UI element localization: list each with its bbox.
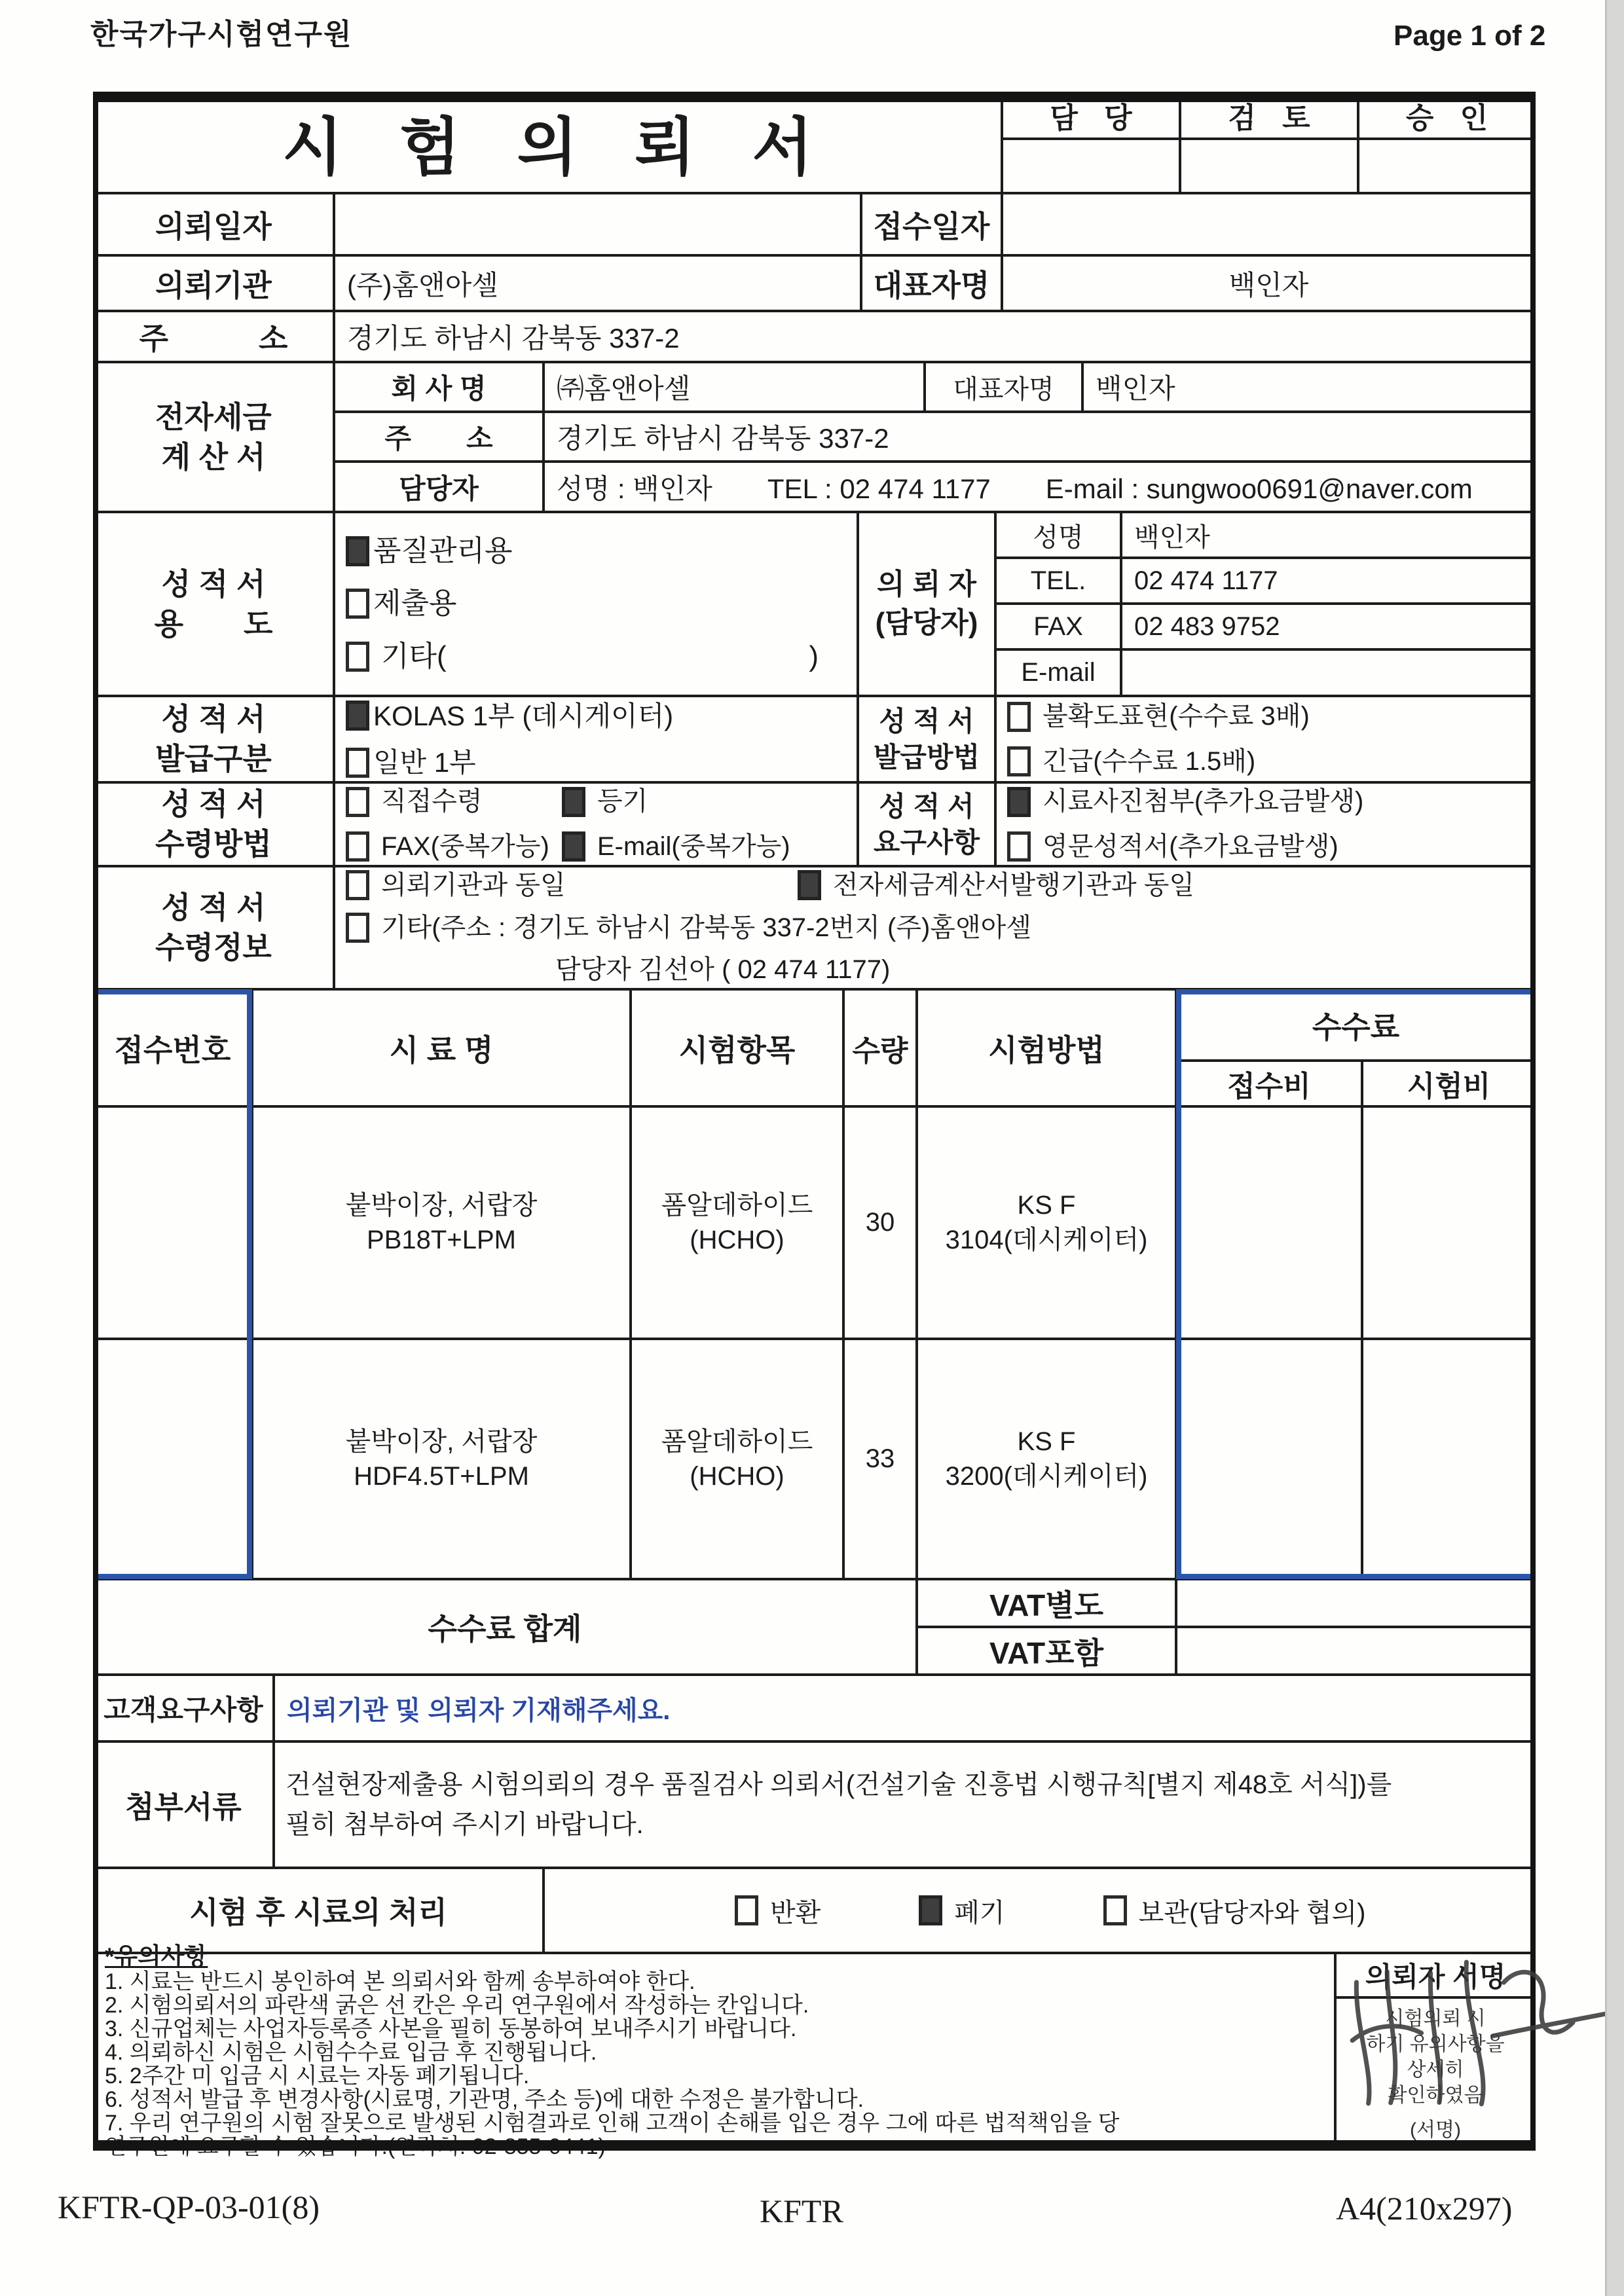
requirements-english — [1007, 829, 1522, 864]
scan-edge-artifact — [1605, 0, 1624, 2296]
receive-method-direct — [346, 784, 562, 819]
rep-name-label: 대표자명 — [861, 255, 1002, 311]
requirements-photo-label: 시료사진첨부(추가요금발생) — [1043, 787, 1364, 816]
requirements-label-line1: 성 적 서 — [879, 790, 974, 822]
footer-doc-code: KFTR-QP-03-01(8) — [58, 2189, 320, 2225]
signoff-cell-review — [1180, 139, 1358, 193]
receive-method-direct-label: 직접수령 — [381, 787, 483, 816]
requester-email-value — [1121, 649, 1536, 696]
form-title: 시 험 의 뢰 서 — [93, 92, 1002, 193]
customer-req-label: 고객요구사항 — [93, 1675, 274, 1741]
requester-name-label: 성명 — [995, 512, 1121, 558]
signoff-header-approve: 승 인 — [1358, 92, 1536, 139]
checkbox-submission — [346, 589, 369, 619]
requirements-photo — [1007, 784, 1522, 819]
checkbox-direct-pickup — [346, 787, 369, 817]
receive-info-same-tax — [798, 868, 1194, 903]
signature-text-line3: 상세히 — [1407, 2058, 1464, 2081]
issue-method-uncertainty-label: 불확도표현(수수료 3배) — [1043, 702, 1310, 731]
row1-sample-name — [252, 1106, 631, 1339]
receive-method-line2 — [346, 829, 845, 864]
purpose-option-quality — [346, 532, 845, 570]
checkbox-sample-photo — [1007, 787, 1031, 817]
row1-test-item-line2: (HCHO) — [690, 1225, 784, 1254]
note-line-7: 7. 우리 연구원의 시험 잘못으로 발생된 시험결과로 인해 고객이 손해를 입은 경우 그에 따른 법적책임을 당 — [105, 2111, 1120, 2136]
signature-sign-label: (서명) — [1410, 2119, 1461, 2141]
purpose-option-submission-label: 제출용 — [373, 587, 457, 620]
issue-method-label-line2: 발급방법 — [873, 742, 980, 773]
vat-excluded-label: VAT별도 — [917, 1579, 1176, 1627]
row1-test-item-line1: 폼알데하이드 — [661, 1190, 813, 1220]
attachments-line2: 필히 첨부하여 주시기 바랍니다. — [286, 1810, 644, 1839]
issue-type-kolas — [346, 698, 845, 734]
col-header-sample-name: 시 료 명 — [252, 989, 631, 1106]
requester-name-value: 백인자 — [1121, 512, 1536, 558]
receive-method-line1 — [346, 784, 845, 819]
tax-address-label: 주 소 — [334, 412, 544, 462]
issue-method-label — [858, 696, 995, 782]
row1-test-fee — [1362, 1106, 1536, 1339]
institute-name: 한국가구시험연구원 — [90, 18, 353, 50]
tax-address-value: 경기도 하남시 감북동 337-2 — [544, 412, 1536, 462]
requester-label-line1: 의 뢰 자 — [877, 568, 976, 601]
receive-info-label-line1: 성 적 서 — [161, 890, 266, 925]
requester-fax-value: 02 483 9752 — [1121, 604, 1536, 649]
attachments-value — [274, 1741, 1536, 1868]
disposal-discard — [919, 1892, 1005, 1929]
issue-method-label-line1: 성 적 서 — [879, 705, 974, 737]
disposal-return — [735, 1892, 821, 1929]
checkbox-general — [346, 748, 369, 778]
issue-type-label — [93, 696, 334, 782]
requester-tel-label: TEL. — [995, 558, 1121, 604]
row1-receipt-no — [93, 1106, 252, 1339]
note-line-2: 2. 시험의뢰서의 파란색 굵은 선 칸은 우리 연구원에서 작성하는 칸입니다. — [105, 1993, 809, 2018]
checkbox-other-address — [346, 913, 369, 943]
row2-test-fee — [1362, 1339, 1536, 1579]
row2-sample-name-line1: 붙박이장, 서랍장 — [345, 1427, 538, 1456]
issue-method-uncertainty — [1007, 699, 1522, 734]
col-header-receipt-no: 접수번호 — [93, 989, 252, 1106]
page-indicator: Page 1 of 2 — [1393, 20, 1546, 52]
checkbox-store — [1103, 1895, 1127, 1925]
tax-contact-value: 성명 : 백인자 TEL : 02 474 1177 E-mail : sungwoo0691@naver.com — [544, 462, 1536, 512]
disposal-store-label: 보관(담당자와 협의) — [1138, 1898, 1366, 1927]
col-header-receipt-fee: 접수비 — [1176, 1061, 1362, 1106]
row2-receipt-fee — [1176, 1339, 1362, 1579]
requirements-label — [858, 782, 995, 866]
issue-method-urgent — [1007, 744, 1522, 779]
receive-info-content — [334, 866, 1536, 989]
requester-label-line2: (담당자) — [875, 606, 978, 639]
checkbox-fax — [346, 831, 369, 862]
signature-text-line2: 하기 유의사항을 — [1366, 2033, 1505, 2055]
row2-test-method-line1: KS F — [1017, 1427, 1076, 1456]
checkbox-urgent — [1007, 746, 1031, 776]
signoff-header-review: 검 토 — [1180, 92, 1358, 139]
tax-rep-value: 백인자 — [1082, 362, 1536, 412]
signature-header: 의뢰자 서명 — [1335, 1953, 1536, 1997]
row2-test-item — [631, 1339, 843, 1579]
org-label: 의뢰기관 — [93, 255, 334, 311]
signature-text-line4: 확인하였음 — [1388, 2084, 1483, 2106]
note-line-4: 4. 의뢰하신 시험은 시험수수료 입금 후 진행됩니다. — [105, 2040, 597, 2065]
issue-type-label-line2: 발급구분 — [155, 742, 272, 776]
requirements-options — [995, 782, 1536, 866]
purpose-option-submission — [346, 585, 845, 623]
issue-type-label-line1: 성 적 서 — [161, 702, 266, 737]
receive-info-label — [93, 866, 334, 989]
receive-info-same-tax-label: 전자세금계산서발행기관과 동일 — [833, 870, 1195, 900]
address-value: 경기도 하남시 감북동 337-2 — [334, 311, 1536, 362]
row1-receipt-fee — [1176, 1106, 1362, 1339]
requester-fax-label: FAX — [995, 604, 1121, 649]
row2-test-method — [917, 1339, 1176, 1579]
purpose-option-quality-label: 품질관리용 — [373, 535, 513, 568]
receive-method-email — [562, 829, 790, 864]
note-line-7b: 연구원에 요구할 수 있습니다.(연락처: 02-855-0441) — [105, 2134, 606, 2159]
note-line-5: 5. 2주간 미 입금 시 시료는 자동 폐기됩니다. — [105, 2064, 530, 2088]
col-header-test-method: 시험방법 — [917, 989, 1176, 1106]
receive-method-label — [93, 782, 334, 866]
tax-invoice-label-line1: 전자세금 — [155, 399, 272, 434]
rep-name-value: 백인자 — [1002, 255, 1536, 311]
signature-text-line1: 시험의뢰 시 — [1385, 2007, 1486, 2030]
footer-org-code: KFTR — [760, 2193, 843, 2229]
row2-sample-name-line2: HDF4.5T+LPM — [354, 1461, 529, 1491]
receive-info-same-org — [346, 868, 798, 903]
col-header-test-item: 시험항목 — [631, 989, 843, 1106]
receive-info-same-org-label: 의뢰기관과 동일 — [381, 870, 566, 900]
row2-sample-name — [252, 1339, 631, 1579]
row1-sample-name-line1: 붙박이장, 서랍장 — [345, 1190, 538, 1220]
tax-invoice-label — [93, 362, 334, 512]
attachments-label: 첨부서류 — [93, 1741, 274, 1868]
issue-type-general — [346, 744, 845, 780]
report-purpose-options — [334, 512, 858, 696]
disposal-discard-label: 폐기 — [954, 1898, 1005, 1927]
handwritten-signature — [1329, 1926, 1624, 2126]
checkbox-return — [735, 1895, 758, 1925]
vat-included-label: VAT포함 — [917, 1627, 1176, 1675]
fee-total-label: 수수료 합계 — [93, 1579, 917, 1675]
receive-info-other-label: 기타(주소 : 경기도 하남시 감북동 337-2번지 (주)홈앤아셀 — [381, 913, 1031, 942]
receive-method-label-line1: 성 적 서 — [161, 787, 266, 822]
issue-type-general-label: 일반 1부 — [373, 747, 476, 778]
issue-method-options — [995, 696, 1536, 782]
receipt-date-value — [1002, 193, 1536, 255]
row2-receipt-no — [93, 1339, 252, 1579]
checkbox-kolas — [346, 701, 369, 731]
signoff-cell-damdang — [1002, 139, 1180, 193]
receive-method-email-label: E-mail(중복가능) — [597, 832, 790, 861]
checkbox-discard — [919, 1895, 942, 1925]
issue-method-urgent-label: 긴급(수수료 1.5배) — [1043, 747, 1256, 776]
signoff-cell-approve — [1358, 139, 1536, 193]
receipt-date-label: 접수일자 — [861, 193, 1002, 255]
requirements-english-label: 영문성적서(추가요금발생) — [1043, 832, 1338, 861]
customer-req-value: 의뢰기관 및 의뢰자 기재해주세요. — [274, 1675, 1536, 1741]
receive-info-line3: 담당자 김선아 ( 02 474 1177) — [555, 955, 891, 985]
tax-contact-label: 담당자 — [334, 462, 544, 512]
note-line-3: 3. 신규업체는 사업자등록증 사본을 필히 동봉하여 보내주시기 바랍니다. — [105, 2016, 797, 2041]
issue-type-options — [334, 696, 858, 782]
receive-method-fax — [346, 829, 562, 864]
signoff-header-damdang: 담 당 — [1002, 92, 1180, 139]
report-purpose-label — [93, 512, 334, 696]
notes-title: *유의사항 — [105, 1943, 208, 1970]
checkbox-other — [346, 642, 369, 672]
col-header-fee: 수수료 — [1176, 989, 1536, 1061]
requester-tel-value: 02 474 1177 — [1121, 558, 1536, 604]
row1-sample-name-line2: PB18T+LPM — [367, 1225, 516, 1254]
report-purpose-label-line2: 용 도 — [154, 606, 273, 641]
row2-test-method-line2: 3200(데시케이터) — [945, 1461, 1148, 1491]
disposal-store — [1103, 1892, 1366, 1929]
checkbox-english-report — [1007, 831, 1031, 862]
receive-method-registered-label: 등기 — [597, 787, 648, 816]
receive-info-label-line2: 수령정보 — [155, 930, 272, 964]
checkbox-same-as-tax-org — [798, 870, 821, 900]
address-label: 주 소 — [93, 311, 334, 362]
row2-test-item-line2: (HCHO) — [690, 1461, 784, 1491]
requester-email-label: E-mail — [995, 649, 1121, 696]
test-request-form — [93, 92, 1536, 2159]
row1-test-method-line2: 3104(데시케이터) — [945, 1225, 1148, 1254]
checkbox-registered-mail — [562, 787, 585, 817]
requester-label — [858, 512, 995, 696]
row1-quantity: 30 — [843, 1106, 917, 1339]
row2-quantity: 33 — [843, 1339, 917, 1579]
row1-test-item — [631, 1106, 843, 1339]
row1-test-method — [917, 1106, 1176, 1339]
issue-type-kolas-label: KOLAS 1부 (데시게이터) — [373, 700, 674, 731]
report-purpose-label-line1: 성 적 서 — [161, 566, 266, 601]
checkbox-email — [562, 831, 585, 862]
checkbox-same-as-org — [346, 870, 369, 900]
tax-rep-label: 대표자명 — [925, 362, 1082, 412]
org-value: (주)홈앤아셀 — [334, 255, 861, 311]
purpose-option-other-label: 기타( — [381, 640, 447, 672]
vat-included-value — [1176, 1627, 1536, 1675]
checkbox-uncertainty — [1007, 702, 1031, 732]
disposal-label: 시험 후 시료의 처리 — [93, 1868, 544, 1953]
tax-company-value: ㈜홈앤아셀 — [544, 362, 925, 412]
checkbox-quality-control — [346, 536, 369, 566]
receive-method-options — [334, 782, 858, 866]
row1-test-method-line1: KS F — [1017, 1190, 1076, 1220]
disposal-options — [544, 1868, 1536, 1953]
receive-info-line1 — [346, 868, 1522, 903]
receive-method-registered — [562, 784, 648, 819]
vat-excluded-value — [1176, 1579, 1536, 1627]
receive-method-label-line2: 수령방법 — [155, 827, 272, 861]
requirements-label-line2: 요구사항 — [873, 827, 980, 858]
attachments-line1: 건설현장제출용 시험의뢰의 경우 품질검사 의뢰서(건설기술 진흥법 시행규칙[별지 제48호 서식])를 — [286, 1770, 1392, 1799]
purpose-option-other — [346, 638, 845, 676]
receive-method-fax-label: FAX(중복가능) — [381, 832, 549, 861]
col-header-quantity: 수량 — [843, 989, 917, 1106]
tax-company-label: 회 사 명 — [334, 362, 544, 412]
footer-paper-size: A4(210x297) — [1336, 2190, 1513, 2227]
disposal-return-label: 반환 — [770, 1898, 821, 1927]
request-date-value — [334, 193, 861, 255]
purpose-other-close-paren: ) — [809, 640, 819, 672]
note-line-6: 6. 성적서 발급 후 변경사항(시료명, 기관명, 주소 등)에 대한 수정은 불가합니다. — [105, 2087, 864, 2112]
notes-section — [93, 1943, 1335, 2159]
receive-info-line2 — [346, 911, 1522, 945]
tax-invoice-label-line2: 계 산 서 — [161, 439, 266, 474]
col-header-test-fee: 시험비 — [1362, 1061, 1536, 1106]
request-date-label: 의뢰일자 — [93, 193, 334, 255]
row2-test-item-line1: 폼알데하이드 — [661, 1427, 813, 1456]
note-line-1: 1. 시료는 반드시 봉인하여 본 의뢰서와 함께 송부하여야 한다. — [105, 1969, 695, 1994]
